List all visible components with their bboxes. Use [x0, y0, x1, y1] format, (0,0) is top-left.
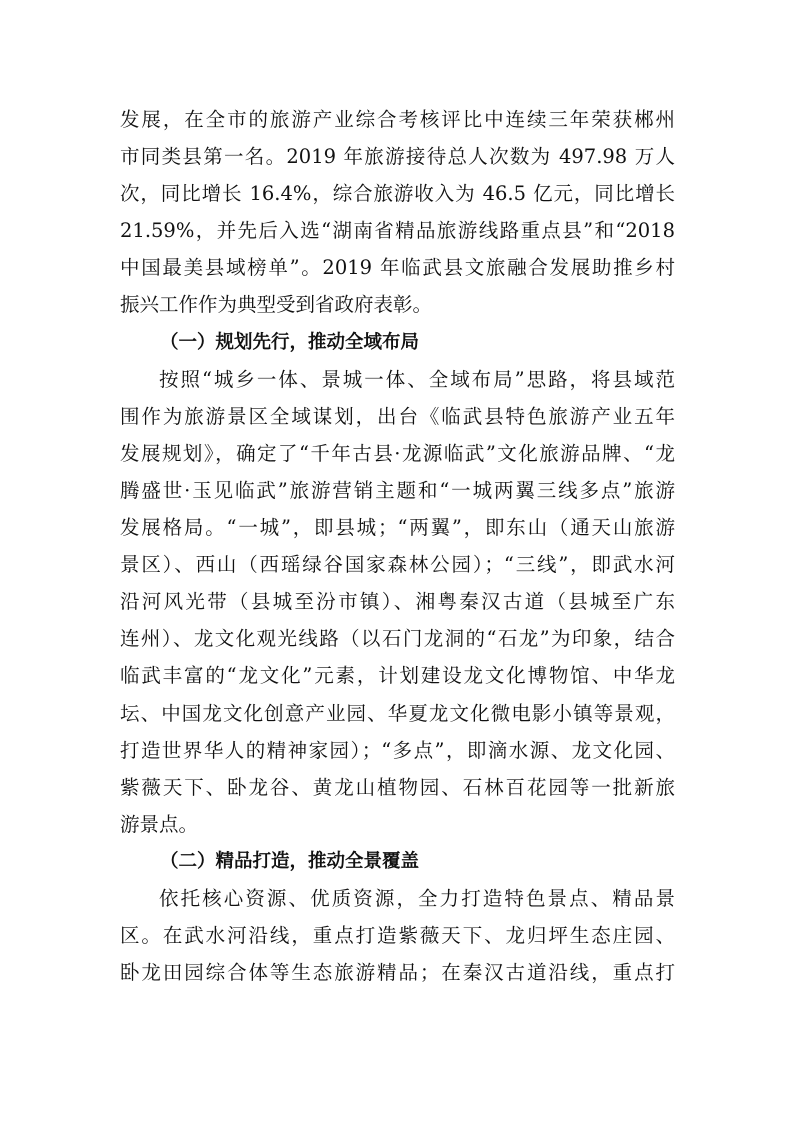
body-line: 腾盛世·玉见临武”旅游营销主题和“一城两翼三线多点”旅游: [120, 478, 675, 502]
body-line: 市同类县第一名。2019 年旅游接待总人次数为 497.98 万人: [120, 145, 675, 169]
body-line: 临武丰富的“龙文化”元素，计划建设龙文化博物馆、中华龙: [120, 664, 675, 688]
body-line: 打造世界华人的精神家园）；“多点”，即滴水源、龙文化园、: [120, 738, 675, 762]
body-line: 卧龙田园综合体等生态旅游精品；在秦汉古道沿线，重点打: [120, 961, 675, 985]
body-line: 沿河风光带（县城至汾市镇）、湘粤秦汉古道（县城至广东: [120, 590, 675, 614]
paragraph-first-line: 按照“城乡一体、景城一体、全域布局”思路，将县域范: [159, 367, 675, 391]
body-line: 区。在武水河沿线，重点打造紫薇天下、龙归坪生态庄园、: [120, 924, 675, 948]
section-heading-1: （一）规划先行，推动全域布局: [160, 331, 420, 353]
body-line: 发展，在全市的旅游产业综合考核评比中连续三年荣获郴州: [120, 108, 675, 131]
body-line: 次，同比增长 16.4%，综合旅游收入为 46.5 亿元，同比增长: [120, 182, 675, 206]
body-line: 发展规划》，确定了“千年古县·龙源临武”文化旅游品牌、“龙: [120, 441, 675, 465]
body-line: 景区）、西山（西瑶绿谷国家森林公园）；“三线”，即武水河: [120, 553, 675, 577]
section-heading-2: （二）精品打造，推动全景覆盖: [160, 850, 420, 872]
body-line: 21.59%，并先后入选“湖南省精品旅游线路重点县”和“2018: [120, 219, 675, 243]
body-line: 围作为旅游景区全域谋划，出台《临武县特色旅游产业五年: [120, 404, 675, 428]
body-line: 中国最美县域榜单”。2019 年临武县文旅融合发展助推乡村: [120, 256, 675, 280]
document-body: [120, 101, 675, 991]
body-line: 连州）、龙文化观光线路（以石门龙洞的“石龙”为印象，结合: [120, 627, 675, 651]
body-line: 振兴工作作为典型受到省政府表彰。: [120, 293, 433, 317]
body-line: 发展格局。“一城”，即县城；“两翼”，即东山（通天山旅游: [120, 516, 675, 540]
paragraph-first-line: 依托核心资源、优质资源，全力打造特色景点、精品景: [159, 886, 675, 910]
body-line: 紫薇天下、卧龙谷、黄龙山植物园、石林百花园等一批新旅: [120, 775, 675, 799]
body-line: 游景点。: [120, 812, 199, 836]
body-line: 坛、中国龙文化创意产业园、华夏龙文化微电影小镇等景观，: [120, 701, 675, 725]
